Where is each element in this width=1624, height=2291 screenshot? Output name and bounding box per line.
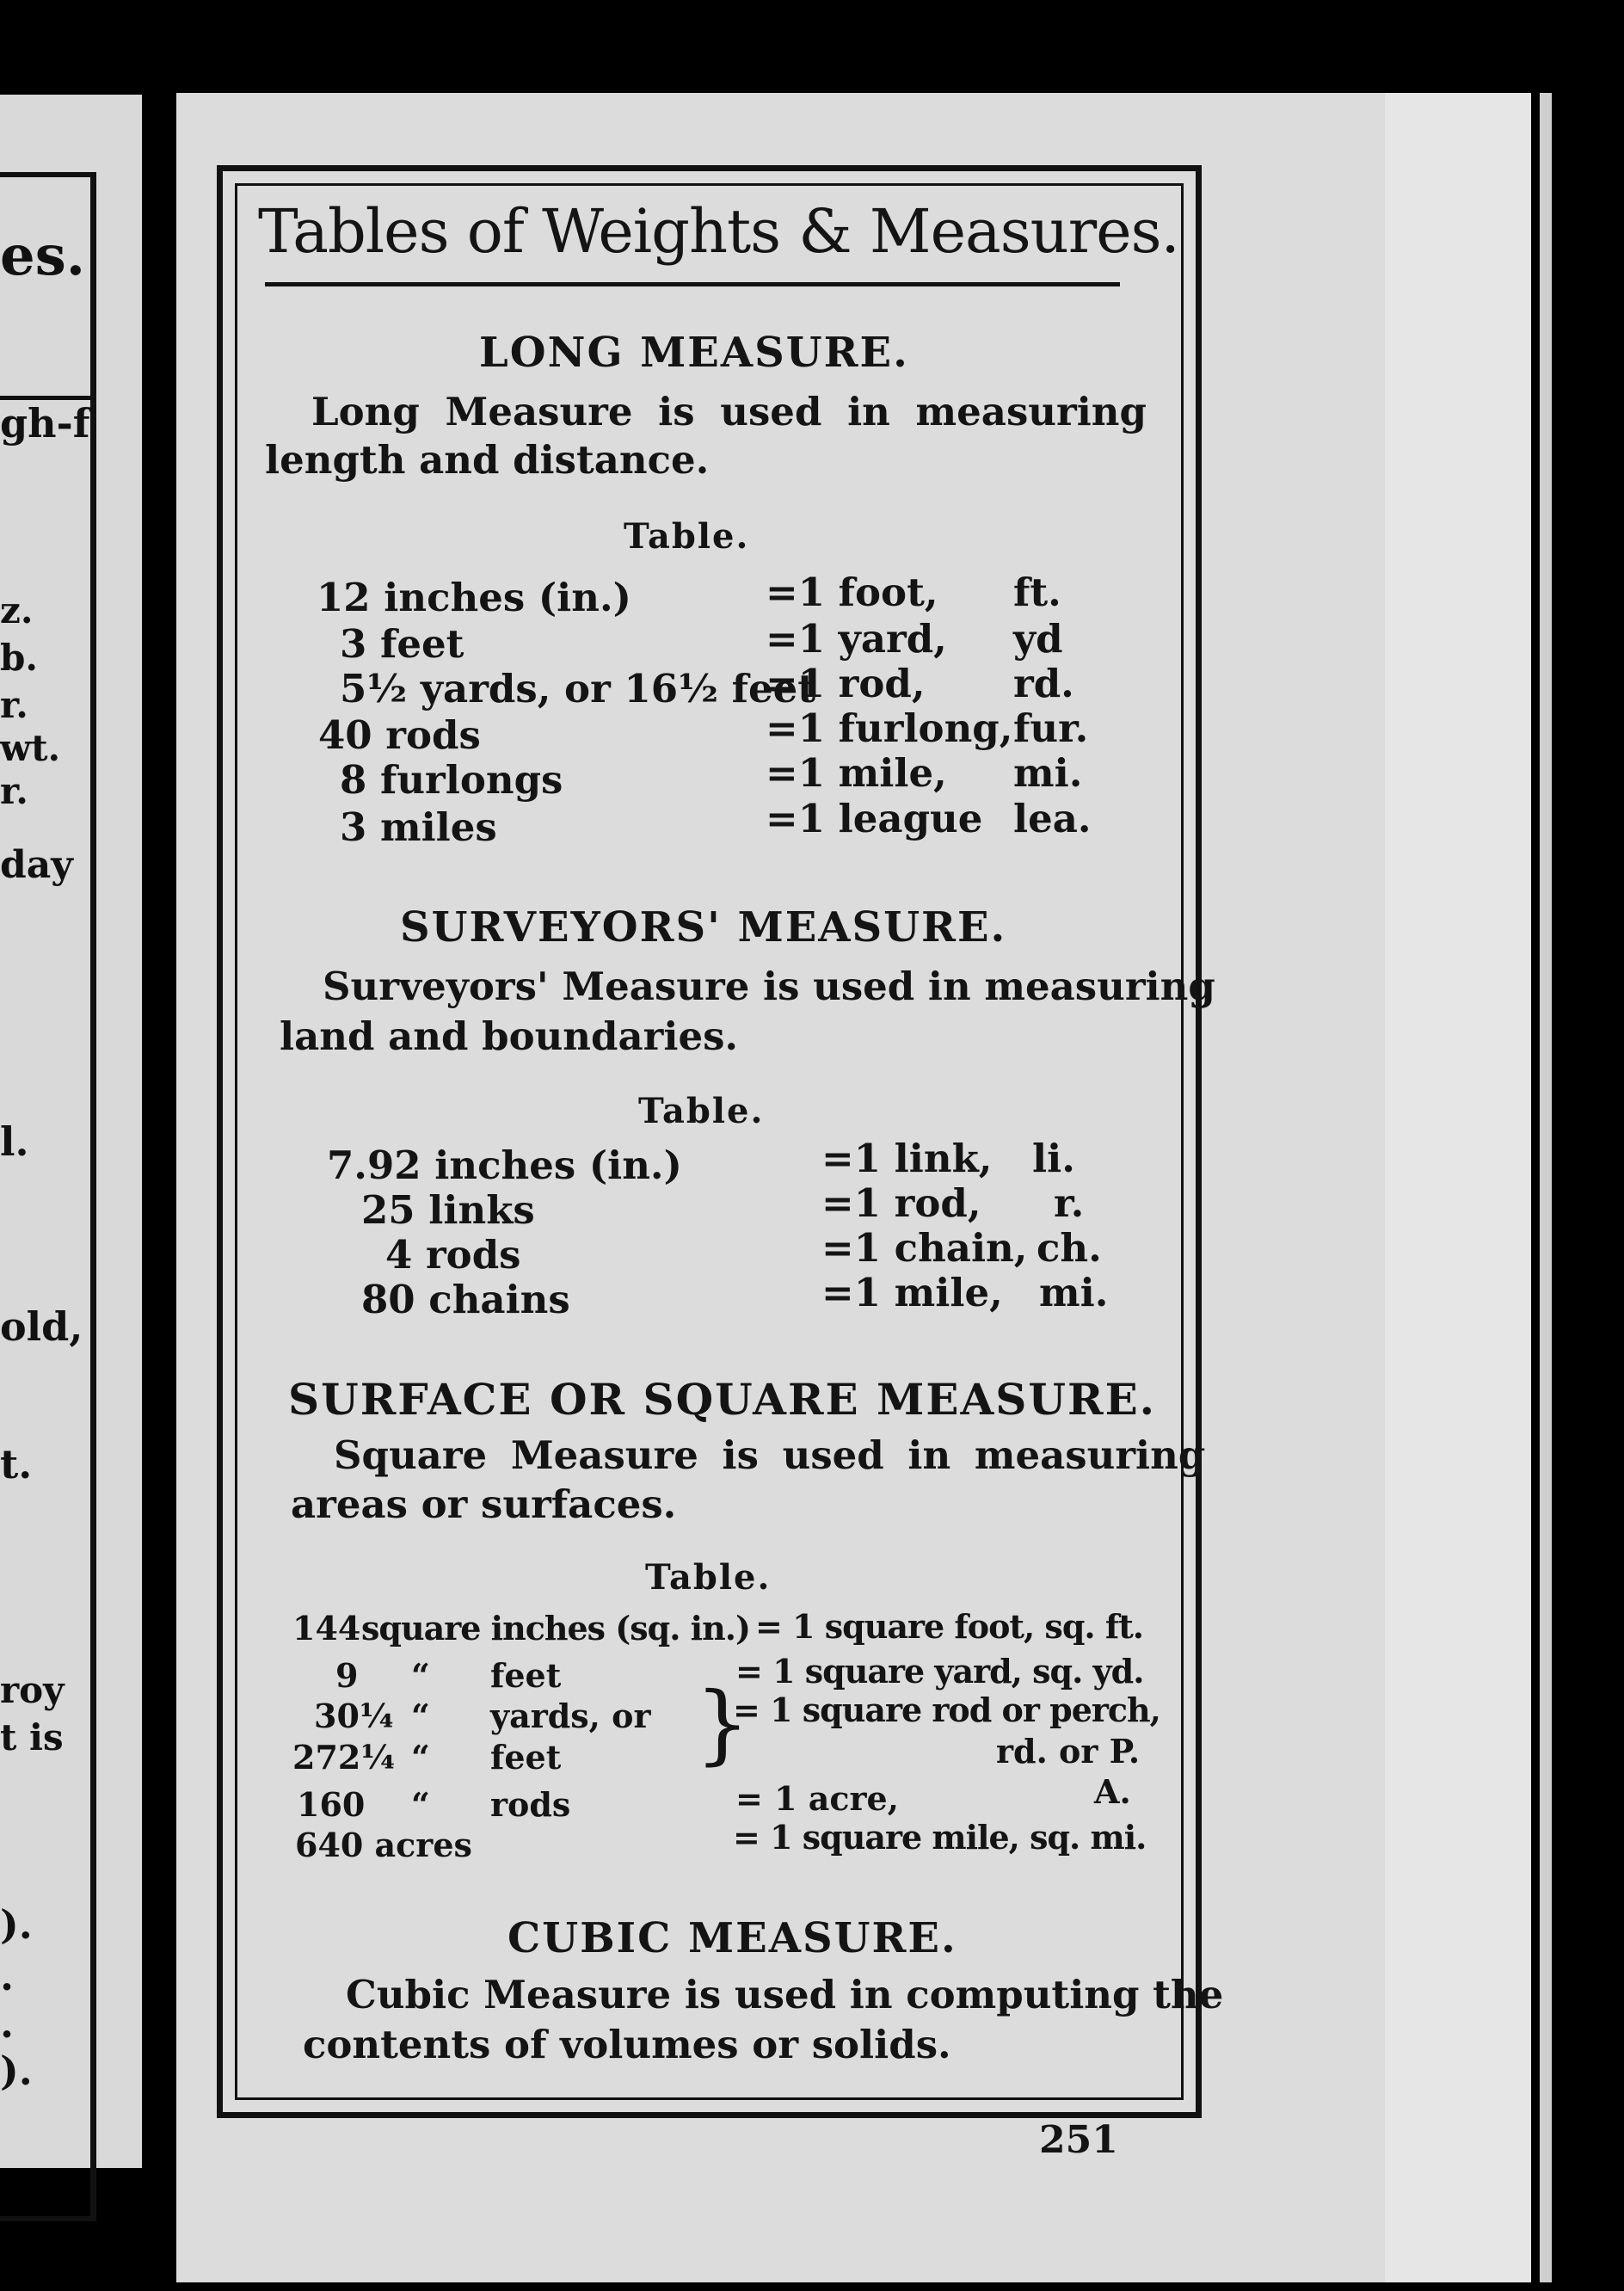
table-row-equivalent: =1 chain, [821, 1225, 1028, 1271]
long-measure-heading: LONG MEASURE. [479, 329, 909, 377]
brace-icon: } [695, 1673, 750, 1774]
previous-page-fragment: ). [0, 1901, 33, 1948]
table-row-quantity: 4 rods [385, 1232, 521, 1278]
page-edge [1385, 93, 1531, 2282]
table-row-abbreviation: rd. [1013, 661, 1074, 706]
table-row-abbreviation: fur. [1013, 705, 1089, 751]
table-row-unit: square inches (sq. in.) [361, 1609, 750, 1647]
table-row-unit: feet [490, 1656, 562, 1695]
surveyors-measure-intro: Surveyors' Measure is used in measuring [323, 964, 1215, 1009]
table-row-number: 144 [292, 1609, 361, 1647]
table-row-number: 9 [335, 1656, 359, 1695]
ditto-mark: “ [411, 1656, 430, 1695]
table-row-quantity: 5½ yards, or 16½ feet [340, 666, 816, 711]
long-measure-table-label: Table. [624, 516, 750, 557]
previous-page-fragment: roy [0, 1669, 65, 1711]
table-row-equivalent: rd. or P. [996, 1732, 1141, 1771]
table-row-quantity: 12 inches (in.) [317, 575, 631, 620]
table-row-abbreviation: lea. [1013, 796, 1092, 841]
page-title: Tables of Weights & Measures. [258, 196, 1179, 267]
previous-page [0, 95, 142, 2168]
table-row-abbreviation: li. [1032, 1136, 1075, 1181]
table-row-equivalent: =1 yard, [766, 616, 947, 662]
page-edge-shadow [1540, 93, 1552, 2282]
table-row-quantity: 3 miles [340, 804, 497, 850]
page-number: 251 [1039, 2118, 1118, 2162]
table-row-quantity: 8 furlongs [340, 757, 563, 803]
table-row-equivalent: =1 furlong, [766, 705, 1013, 751]
table-row-equivalent: =1 rod, [821, 1180, 981, 1226]
table-row-equivalent: =1 foot, [766, 570, 938, 615]
table-row-equivalent: =1 rod, [766, 661, 926, 706]
previous-page-fragment: old, [0, 1303, 83, 1350]
previous-page-fragment: gh-f [0, 400, 90, 446]
previous-page-fragment: t is [0, 1716, 64, 1758]
table-row-quantity: 40 rods [318, 712, 481, 758]
previous-page-fragment: ). [0, 2048, 33, 2094]
previous-page-fragment: r. [0, 684, 28, 726]
table-row-abbreviation: A. [1094, 1772, 1131, 1811]
table-row-equivalent: = 1 square yard, sq. yd. [735, 1652, 1144, 1691]
previous-page-fragment: . [0, 1953, 15, 1999]
table-row-equivalent: = 1 square rod or perch, [733, 1691, 1160, 1729]
table-row-equivalent: = 1 square mile, sq. mi. [733, 1818, 1147, 1857]
ditto-mark: “ [411, 1785, 430, 1824]
surveyors-measure-heading: SURVEYORS' MEASURE. [400, 903, 1007, 952]
surveyors-measure-intro: land and boundaries. [280, 1013, 739, 1059]
table-row-abbreviation: mi. [1013, 750, 1083, 796]
table-row-number: 160 [297, 1785, 366, 1824]
previous-page-fragment: r. [0, 770, 28, 812]
previous-page-fragment: l. [0, 1118, 29, 1165]
table-row-abbreviation: ft. [1013, 570, 1061, 615]
long-measure-intro: length and distance. [265, 437, 710, 483]
cubic-measure-intro: Cubic Measure is used in computing the [346, 1972, 1224, 2017]
previous-page-fragment: z. [0, 589, 34, 631]
long-measure-intro: Long Measure is used in measuring [311, 389, 1147, 434]
table-row-unit: rods [490, 1785, 571, 1824]
table-row-quantity: 3 feet [340, 621, 464, 667]
previous-page-fragment: es. [0, 224, 86, 288]
table-row-number: 30¼ [314, 1697, 394, 1735]
previous-page-fragment: . [0, 2000, 15, 2047]
table-row-equivalent: =1 league [766, 796, 983, 841]
table-row-abbreviation: mi. [1039, 1270, 1109, 1315]
table-row-quantity: 7.92 inches (in.) [327, 1142, 682, 1188]
table-row-abbreviation: ch. [1037, 1225, 1102, 1271]
previous-page-fragment: wt. [0, 727, 61, 769]
surveyors-measure-table-label: Table. [638, 1091, 765, 1131]
square-measure-table-label: Table. [645, 1557, 772, 1598]
title-rule [265, 282, 1120, 286]
table-row-number: 640 acres [295, 1826, 472, 1864]
ditto-mark: “ [411, 1738, 430, 1777]
table-row-equivalent: =1 mile, [766, 750, 947, 796]
previous-page-fragment: t. [0, 1441, 33, 1487]
cubic-measure-intro: contents of volumes or solids. [303, 2022, 951, 2067]
cubic-measure-heading: CUBIC MEASURE. [508, 1914, 957, 1962]
table-row-number: 272¼ [292, 1738, 395, 1777]
table-row-unit: feet [490, 1738, 562, 1777]
square-measure-intro: Square Measure is used in measuring [334, 1432, 1206, 1478]
table-row-abbreviation: r. [1054, 1180, 1085, 1226]
previous-page-fragment: b. [0, 637, 38, 679]
previous-page-fragment: day [0, 843, 73, 887]
table-row-quantity: 80 chains [361, 1277, 570, 1322]
ditto-mark: “ [411, 1697, 430, 1735]
table-row-quantity: 25 links [361, 1187, 535, 1233]
table-row-equivalent: =1 link, [821, 1136, 993, 1181]
table-row-equivalent: = 1 square foot, sq. ft. [755, 1607, 1143, 1646]
table-row-unit: yards, or [490, 1697, 651, 1735]
square-measure-intro: areas or surfaces. [291, 1481, 677, 1527]
table-row-abbreviation: yd [1013, 616, 1063, 662]
table-row-equivalent: =1 mile, [821, 1270, 1003, 1315]
square-measure-heading: SURFACE OR SQUARE MEASURE. [288, 1374, 1157, 1425]
table-row-equivalent: = 1 acre, [735, 1779, 899, 1818]
